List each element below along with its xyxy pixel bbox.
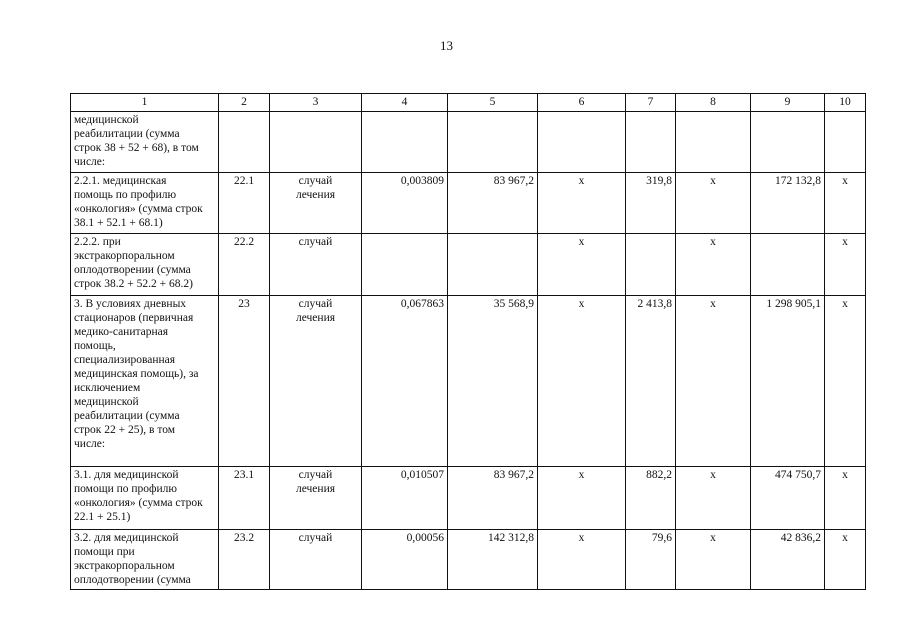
table-cell: х <box>676 467 751 530</box>
header-row <box>71 94 866 112</box>
table-cell <box>270 112 362 173</box>
column-header: 7 <box>626 94 676 112</box>
table-cell: 83 967,2 <box>448 467 538 530</box>
column-header: 9 <box>751 94 825 112</box>
table-cell: 319,8 <box>626 173 676 234</box>
table-cell: 2 413,8 <box>626 296 676 467</box>
table-cell: х <box>538 173 626 234</box>
table-cell: х <box>676 296 751 467</box>
table-cell: 3. В условиях дневных стационаров (первичная медико-санитарная помощь, специализированная медицинская помощь), за исключением медицинской реабилитации (сумма строк 22 + 25), в том числе: <box>71 296 219 467</box>
table-cell <box>362 112 448 173</box>
table-cell <box>219 112 270 173</box>
column-header: 2 <box>219 94 270 112</box>
column-header: 6 <box>538 94 626 112</box>
column-header: 5 <box>448 94 538 112</box>
table-cell: х <box>676 234 751 296</box>
table-cell: 1 298 905,1 <box>751 296 825 467</box>
table-cell: 2.2.2. при экстракорпоральном оплодотворении (сумма строк 38.2 + 52.2 + 68.2) <box>71 234 219 296</box>
table-row <box>71 530 866 590</box>
table-cell: х <box>676 530 751 590</box>
table-row <box>71 173 866 234</box>
table-cell: 172 132,8 <box>751 173 825 234</box>
data-table <box>70 93 866 590</box>
table-cell: 882,2 <box>626 467 676 530</box>
table-cell: х <box>538 296 626 467</box>
table-cell: 22.2 <box>219 234 270 296</box>
table-cell <box>362 234 448 296</box>
table-cell <box>448 112 538 173</box>
table-cell: 23 <box>219 296 270 467</box>
table-cell: х <box>825 234 866 296</box>
table-cell: случай лечения <box>270 173 362 234</box>
table-body <box>71 94 866 590</box>
table-cell: 3.1. для медицинской помощи по профилю «онкология» (сумма строк 22.1 + 25.1) <box>71 467 219 530</box>
table-cell <box>448 234 538 296</box>
table-cell: 142 312,8 <box>448 530 538 590</box>
table-row <box>71 234 866 296</box>
table-cell: медицинской реабилитации (сумма строк 38 + 52 + 68), в том числе: <box>71 112 219 173</box>
table-cell: 23.1 <box>219 467 270 530</box>
table-cell: х <box>538 530 626 590</box>
table-cell: 22.1 <box>219 173 270 234</box>
table-row <box>71 296 866 467</box>
table-cell: 79,6 <box>626 530 676 590</box>
table-cell: случай <box>270 234 362 296</box>
table-cell: х <box>825 173 866 234</box>
table-cell: 42 836,2 <box>751 530 825 590</box>
table-row <box>71 112 866 173</box>
column-header: 8 <box>676 94 751 112</box>
table-cell: случай лечения <box>270 467 362 530</box>
table-cell: случай лечения <box>270 296 362 467</box>
table-cell: х <box>538 467 626 530</box>
column-header: 4 <box>362 94 448 112</box>
table-cell <box>676 112 751 173</box>
table-cell: 35 568,9 <box>448 296 538 467</box>
table-cell: 23.2 <box>219 530 270 590</box>
table-cell: х <box>825 296 866 467</box>
table-cell <box>626 234 676 296</box>
table-cell <box>538 112 626 173</box>
table-cell <box>626 112 676 173</box>
table-cell: 0,003809 <box>362 173 448 234</box>
table-cell: 0,00056 <box>362 530 448 590</box>
table-cell: х <box>825 467 866 530</box>
table-cell: х <box>676 173 751 234</box>
column-header: 1 <box>71 94 219 112</box>
table-cell <box>825 112 866 173</box>
table-cell: 0,067863 <box>362 296 448 467</box>
table-cell: х <box>825 530 866 590</box>
table-cell: 0,010507 <box>362 467 448 530</box>
table-cell <box>751 112 825 173</box>
column-header: 10 <box>825 94 866 112</box>
table-cell: 3.2. для медицинской помощи при экстракорпоральном оплодотворении (сумма <box>71 530 219 590</box>
table-cell <box>751 234 825 296</box>
column-header: 3 <box>270 94 362 112</box>
page-number: 13 <box>440 38 453 53</box>
table-row <box>71 467 866 530</box>
table-cell: 2.2.1. медицинская помощь по профилю «онкология» (сумма строк 38.1 + 52.1 + 68.1) <box>71 173 219 234</box>
table-cell: 474 750,7 <box>751 467 825 530</box>
table-cell: х <box>538 234 626 296</box>
table-cell: 83 967,2 <box>448 173 538 234</box>
table-cell: случай <box>270 530 362 590</box>
